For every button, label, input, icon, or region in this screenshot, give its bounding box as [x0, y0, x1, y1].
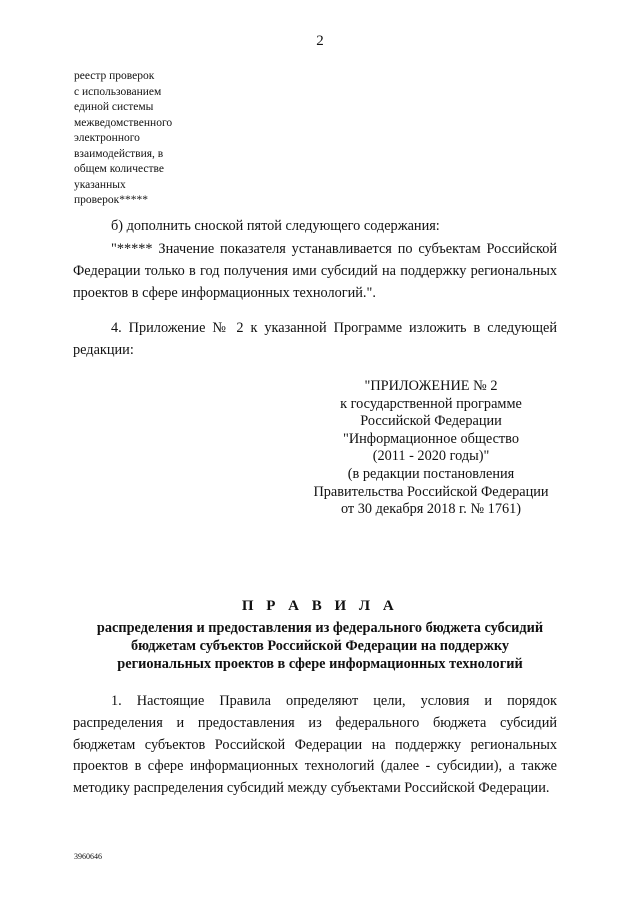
appendix-header [300, 378, 562, 519]
paragraph-b: б) дополнить сноской пятой следующего содержания: [111, 218, 440, 234]
rules-subtitle [60, 619, 580, 673]
table-cell-line: межведомственного [74, 116, 173, 129]
table-cell-fragment [74, 69, 204, 209]
appendix-line: Российской Федерации [360, 413, 502, 430]
appendix-line: (2011 - 2020 годы)" [372, 448, 490, 465]
rules-title: П Р А В И Л А [241, 598, 399, 614]
table-cell-line: реестр проверок [74, 70, 155, 82]
paragraph-rule-1: 1. Настоящие Правила определяют цели, условия и порядок распределения и предоставления из федерального бюджета субсидий бюджетам субъектов Российской Федерации на поддержку региональных проектов в сфере информационных технологий (далее - субсидии), а также методику распределения субсидий между субъектами Российской Федерации. [73, 693, 557, 797]
rules-subtitle-line: бюджетам субъектов Российской Федерации на поддержку [130, 638, 510, 654]
table-cell-line: проверок***** [74, 194, 148, 206]
appendix-line: "Информационное общество [343, 430, 519, 447]
table-cell-line: единой системы [74, 101, 154, 113]
appendix-line: Правительства Российской Федерации [313, 483, 549, 500]
table-cell-line: с использованием [74, 85, 162, 98]
table-cell-line: электронного [74, 132, 140, 144]
table-cell-line: взаимодействия, в [74, 147, 164, 160]
paragraph-item-4: 4. Приложение № 2 к указанной Программе изложить в следующей редакции: [73, 320, 557, 358]
table-cell-line: указанных [74, 178, 126, 191]
document-code: 3960646 [74, 852, 102, 861]
appendix-line: к государственной программе [340, 395, 522, 412]
rules-subtitle-line: региональных проектов в сфере информационных технологий [117, 656, 523, 672]
rules-subtitle-line: распределения и предоставления из федерального бюджета субсидий [96, 620, 544, 636]
appendix-line: (в редакции постановления [347, 465, 515, 482]
appendix-line: "ПРИЛОЖЕНИЕ № 2 [364, 378, 498, 394]
appendix-line: от 30 декабря 2018 г. № 1761) [340, 501, 522, 518]
page-number: 2 [316, 33, 324, 49]
paragraph-footnote: "***** Значение показателя устанавливается по субъектам Российской Федерации только в год получения ими субсидий на поддержку региональных проектов в сфере информационных технологий.". [73, 241, 557, 301]
table-cell-line: общем количестве [74, 163, 164, 175]
